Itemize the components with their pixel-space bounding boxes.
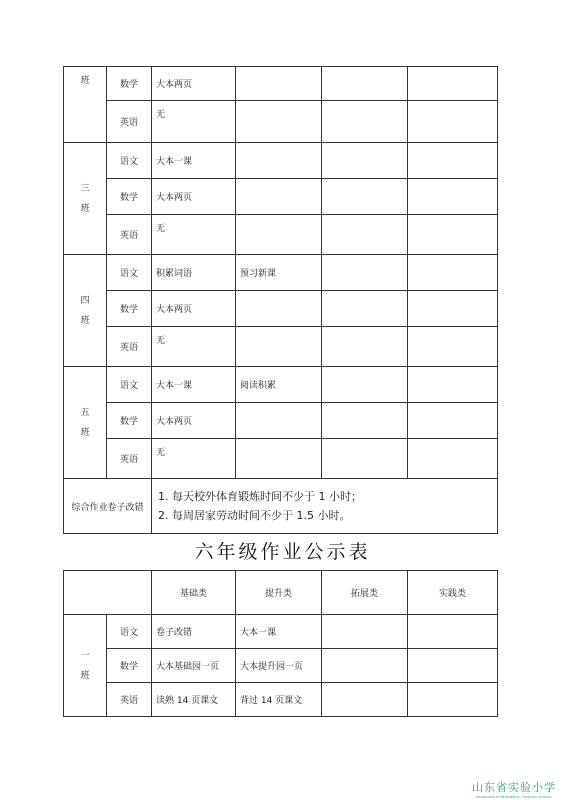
practice-cell xyxy=(408,255,498,291)
extended-cell xyxy=(322,327,408,367)
table-row xyxy=(64,649,498,683)
header-advanced: 提升类 xyxy=(236,571,322,615)
advanced-cell xyxy=(236,143,322,179)
advanced-cell: 阅读积累 xyxy=(236,367,322,403)
header-row xyxy=(64,571,498,615)
table-row xyxy=(64,291,498,327)
advanced-cell: 背过 14 页课文 xyxy=(236,683,322,717)
summary-notes xyxy=(152,479,498,534)
subject-label: 英语 xyxy=(107,101,152,143)
basic-cell: 大本两页 xyxy=(152,179,236,215)
extended-cell xyxy=(322,215,408,255)
practice-cell xyxy=(408,403,498,439)
practice-cell xyxy=(408,439,498,479)
table-row xyxy=(64,143,498,179)
basic-cell: 读熟 14 页课文 xyxy=(152,683,236,717)
extended-cell xyxy=(322,255,408,291)
note-line: 1. 每天校外体育锻炼时间不少于 1 小时； xyxy=(158,490,362,503)
extended-cell xyxy=(322,683,408,717)
table-row xyxy=(64,255,498,291)
page-title: 六年级作业公示表 xyxy=(194,541,371,563)
class-label: 三 班 xyxy=(64,143,107,255)
basic-cell: 无 xyxy=(152,101,236,143)
basic-cell: 卷子改错 xyxy=(152,615,236,649)
practice-cell xyxy=(408,615,498,649)
practice-cell xyxy=(408,327,498,367)
practice-cell xyxy=(408,683,498,717)
table-row xyxy=(64,367,498,403)
basic-cell: 无 xyxy=(152,215,236,255)
practice-cell xyxy=(408,291,498,327)
summary-row xyxy=(64,479,498,534)
table-row xyxy=(64,439,498,479)
subject-label: 语文 xyxy=(107,143,152,179)
extended-cell xyxy=(322,67,408,101)
subject-label: 数学 xyxy=(107,291,152,327)
practice-cell xyxy=(408,649,498,683)
subject-label: 数学 xyxy=(107,67,152,101)
basic-cell: 大本一课 xyxy=(152,143,236,179)
subject-label: 英语 xyxy=(107,327,152,367)
advanced-cell xyxy=(236,291,322,327)
table-row xyxy=(64,403,498,439)
practice-cell xyxy=(408,143,498,179)
note-line: 2. 每周居家劳动时间不少于 1.5 小时。 xyxy=(158,509,351,522)
extended-cell xyxy=(322,439,408,479)
header-blank xyxy=(64,571,152,615)
extended-cell xyxy=(322,649,408,683)
practice-cell xyxy=(408,101,498,143)
basic-cell: 大本一课 xyxy=(152,367,236,403)
subject-label: 语文 xyxy=(107,615,152,649)
basic-cell: 大本基础园一页 xyxy=(152,649,236,683)
extended-cell xyxy=(322,101,408,143)
subject-label: 数学 xyxy=(107,649,152,683)
table-row xyxy=(64,615,498,649)
basic-cell: 大本两页 xyxy=(152,291,236,327)
class-label: 一 班 xyxy=(64,615,107,717)
advanced-cell xyxy=(236,101,322,143)
class-label: 班 xyxy=(64,67,107,143)
subject-label: 语文 xyxy=(107,255,152,291)
school-logo xyxy=(472,779,556,799)
extended-cell xyxy=(322,291,408,327)
subject-label: 数学 xyxy=(107,403,152,439)
extended-cell xyxy=(322,143,408,179)
table-row xyxy=(64,327,498,367)
extended-cell xyxy=(322,615,408,649)
practice-cell xyxy=(408,215,498,255)
subject-label: 英语 xyxy=(107,215,152,255)
advanced-cell: 大本一课 xyxy=(236,615,322,649)
basic-cell: 无 xyxy=(152,439,236,479)
table-row xyxy=(64,67,498,101)
summary-label: 综合作业卷子改错 xyxy=(64,479,152,534)
practice-cell xyxy=(408,179,498,215)
subject-label: 英语 xyxy=(107,439,152,479)
homework-table-grade5 xyxy=(63,66,498,534)
header-basic: 基础类 xyxy=(152,571,236,615)
class-label: 五 班 xyxy=(64,367,107,479)
advanced-cell: 大本提升园一页 xyxy=(236,649,322,683)
subject-label: 英语 xyxy=(107,683,152,717)
subject-label: 数学 xyxy=(107,179,152,215)
advanced-cell xyxy=(236,67,322,101)
header-practice: 实践类 xyxy=(408,571,498,615)
advanced-cell xyxy=(236,439,322,479)
header-extended: 拓展类 xyxy=(322,571,408,615)
basic-cell: 大本两页 xyxy=(152,67,236,101)
basic-cell: 大本两页 xyxy=(152,403,236,439)
table-row xyxy=(64,215,498,255)
homework-table-grade6 xyxy=(63,570,498,717)
practice-cell xyxy=(408,67,498,101)
subject-label: 语文 xyxy=(107,367,152,403)
advanced-cell xyxy=(236,179,322,215)
basic-cell: 积累词语 xyxy=(152,255,236,291)
basic-cell: 无 xyxy=(152,327,236,367)
table-row xyxy=(64,179,498,215)
practice-cell xyxy=(408,367,498,403)
class-label: 四 班 xyxy=(64,255,107,367)
table-row xyxy=(64,683,498,717)
advanced-cell xyxy=(236,403,322,439)
advanced-cell xyxy=(236,215,322,255)
extended-cell xyxy=(322,179,408,215)
advanced-cell: 预习新课 xyxy=(236,255,322,291)
logo-text-en: SHANDONG EXPERIMENTAL PRIMARY SCHOOL xyxy=(475,795,553,799)
advanced-cell xyxy=(236,327,322,367)
extended-cell xyxy=(322,403,408,439)
table-row xyxy=(64,101,498,143)
logo-text-cn: 山东省实验小学 xyxy=(472,781,556,794)
extended-cell xyxy=(322,367,408,403)
